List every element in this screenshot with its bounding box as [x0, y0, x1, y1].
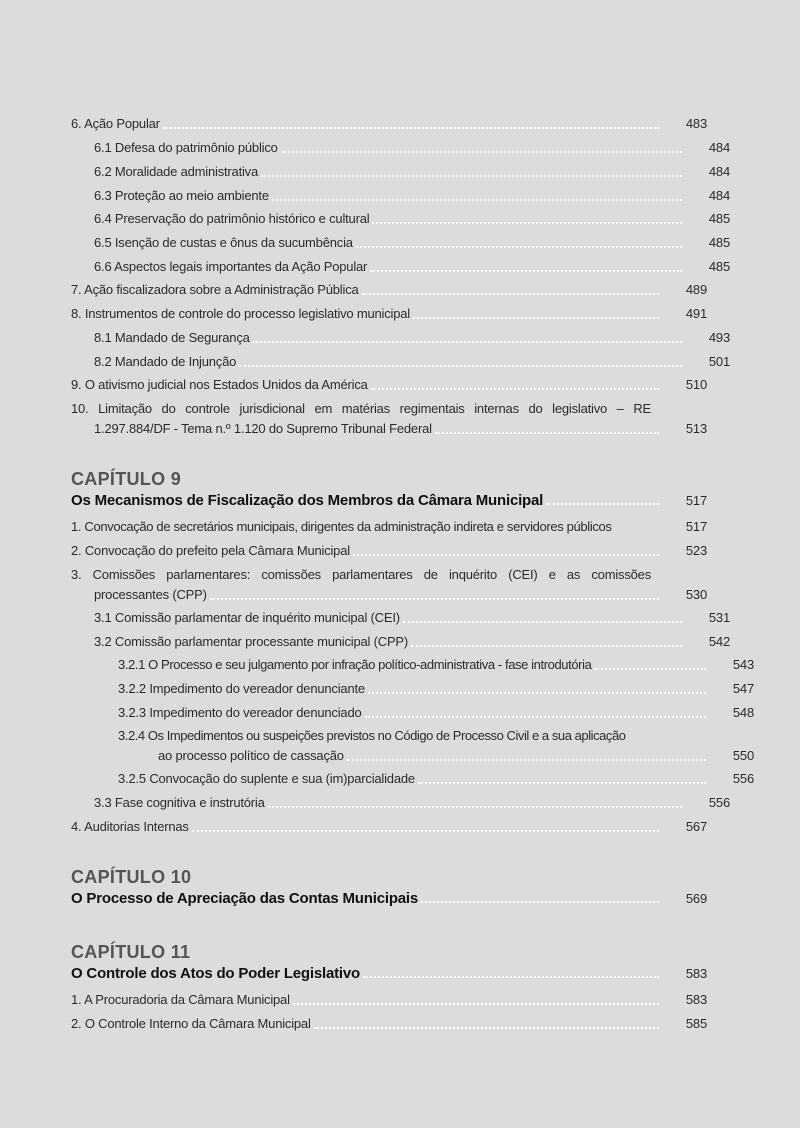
toc-entry[interactable]	[71, 116, 707, 132]
toc-entry[interactable]	[71, 992, 707, 1008]
entry-title: 6.3 Proteção ao meio ambiente	[94, 188, 269, 203]
chapter-label: CAPÍTULO 9	[71, 469, 182, 489]
toc-entry[interactable]	[71, 795, 730, 811]
leader-dots	[435, 432, 659, 434]
chapter-title-entry[interactable]	[71, 891, 707, 907]
leader-dots	[268, 806, 682, 808]
toc-entry[interactable]	[71, 519, 707, 535]
entry-title: 2. Convocação do prefeito pela Câmara Municipal	[71, 543, 350, 558]
entry-title: 8.2 Mandado de Injunção	[94, 354, 237, 369]
entry-page: 531	[708, 610, 730, 625]
entry-title: 3.3 Fase cognitiva e instrutória	[94, 795, 265, 810]
chapter-label: CAPÍTULO 11	[71, 942, 191, 962]
toc-entry[interactable]	[71, 306, 707, 322]
entry-title: 3.1 Comissão parlamentar de inquérito municipal (CEI)	[94, 610, 400, 625]
entry-title: 6.5 Isenção de custas e ônus da sucumbência	[94, 235, 353, 250]
toc-entry[interactable]	[71, 705, 754, 721]
entry-page: 485	[708, 259, 730, 274]
leader-dots	[403, 621, 682, 623]
toc-entry[interactable]	[71, 610, 730, 626]
entry-title: 6. Ação Popular	[71, 116, 160, 131]
entry-page: 583	[685, 992, 707, 1007]
toc-entry[interactable]	[71, 282, 707, 298]
entry-title: 8. Instrumentos de controle do processo legislativo municipal	[71, 306, 410, 321]
entry-page: 489	[685, 282, 707, 297]
entry-page: 548	[732, 705, 754, 720]
entry-page: 556	[708, 795, 730, 810]
leader-dots	[594, 668, 706, 670]
entry-title: 3.2.1 O Processo e seu julgamento por infração político-administrativa - fase introdutória	[118, 657, 592, 672]
entry-title: 6.6 Aspectos legais importantes da Ação Popular	[94, 259, 368, 274]
entry-title: 4. Auditorias Internas	[71, 819, 189, 834]
leader-dots	[293, 1003, 659, 1005]
entry-page: 567	[685, 819, 707, 834]
toc-entry[interactable]	[71, 235, 730, 251]
leader-dots	[421, 901, 659, 903]
toc-entry[interactable]	[71, 164, 730, 180]
toc-entry[interactable]	[71, 188, 730, 204]
entry-page: 569	[685, 891, 707, 906]
entry-title: 3. Comissões parlamentares: comissões parlamentares de inquérito (CEI) e as comissões	[71, 567, 651, 582]
leader-dots	[372, 222, 682, 224]
entry-title: 3.2.5 Convocação do suplente e sua (im)parcialidade	[118, 771, 415, 786]
leader-dots	[370, 270, 682, 272]
leader-dots	[347, 759, 706, 761]
entry-title-continued: processantes (CPP)	[94, 587, 207, 602]
chapter-title-entry[interactable]	[71, 493, 707, 509]
toc-entry[interactable]	[71, 401, 707, 437]
entry-title-continued: 1.297.884/DF - Tema n.º 1.120 do Supremo Tribunal Federal	[94, 421, 432, 436]
entry-title: 3.2.3 Impedimento do vereador denunciado	[118, 705, 362, 720]
entry-page: 491	[685, 306, 707, 321]
toc-entry[interactable]	[71, 140, 730, 156]
entry-page: 585	[685, 1016, 707, 1031]
toc-entry[interactable]	[71, 819, 707, 835]
leader-dots	[253, 341, 682, 343]
entry-page: 517	[685, 493, 707, 508]
entry-page: 513	[685, 421, 707, 436]
entry-title: 3.2.2 Impedimento do vereador denunciante	[118, 681, 365, 696]
leader-dots	[272, 199, 682, 201]
leader-dots	[362, 293, 659, 295]
entry-title: 3.2 Comissão parlamentar processante municipal (CPP)	[94, 634, 409, 649]
entry-page: 484	[708, 164, 730, 179]
entry-page: 510	[685, 377, 707, 392]
toc-entry[interactable]	[71, 259, 730, 275]
leader-dots	[281, 151, 682, 153]
entry-title: 2. O Controle Interno da Câmara Municipal	[71, 1016, 311, 1031]
toc-entry[interactable]	[71, 377, 707, 393]
toc-entry[interactable]	[71, 634, 730, 650]
entry-page: 556	[732, 771, 754, 786]
leader-dots	[371, 388, 659, 390]
leader-dots	[210, 598, 659, 600]
leader-dots	[314, 1027, 659, 1029]
entry-page: 550	[732, 748, 754, 763]
toc-entry[interactable]	[71, 354, 730, 370]
toc-entry[interactable]	[71, 211, 730, 227]
entry-page: 484	[708, 188, 730, 203]
chapter-title: O Controle dos Atos do Poder Legislativo	[71, 965, 360, 982]
entry-page: 543	[732, 657, 754, 672]
leader-dots	[365, 716, 706, 718]
entry-title: 3.2.4 Os Impedimentos ou suspeições previstos no Código de Processo Civil e a sua aplicação	[118, 728, 626, 743]
leader-dots	[261, 175, 682, 177]
chapter-title-entry[interactable]	[71, 966, 707, 982]
entry-page: 501	[708, 354, 730, 369]
entry-page: 530	[685, 587, 707, 602]
chapter-label: CAPÍTULO 10	[71, 867, 192, 887]
entry-title: 6.2 Moralidade administrativa	[94, 164, 259, 179]
entry-page: 547	[732, 681, 754, 696]
entry-page: 542	[708, 634, 730, 649]
entry-page: 484	[708, 140, 730, 155]
entry-page: 523	[685, 543, 707, 558]
entry-page: 517	[685, 519, 707, 534]
toc-entry[interactable]	[71, 543, 707, 559]
toc-entry[interactable]	[71, 330, 730, 346]
entry-title-continued: ao processo político de cassação	[158, 748, 344, 763]
toc-entry[interactable]	[71, 657, 754, 673]
entry-page: 583	[685, 966, 707, 981]
toc-entry[interactable]	[71, 681, 754, 697]
leader-dots	[413, 317, 659, 319]
leader-dots	[418, 782, 706, 784]
chapter-title: O Processo de Apreciação das Contas Municipais	[71, 890, 419, 907]
toc-entry[interactable]	[71, 567, 707, 603]
entry-title: 10. Limitação do controle jurisdicional em matérias regimentais internas do legislativo – RE	[71, 401, 651, 416]
leader-dots	[353, 554, 659, 556]
entry-page: 485	[708, 211, 730, 226]
leader-dots	[163, 127, 659, 129]
entry-page: 483	[685, 116, 707, 131]
entry-title: 8.1 Mandado de Segurança	[94, 330, 250, 345]
entry-page: 493	[708, 330, 730, 345]
entry-title: 9. O ativismo judicial nos Estados Unidos da América	[71, 377, 368, 392]
entry-title: 1. A Procuradoria da Câmara Municipal	[71, 992, 290, 1007]
toc-entry[interactable]	[71, 1016, 707, 1032]
chapter-title: Os Mecanismos de Fiscalização dos Membros da Câmara Municipal	[71, 492, 544, 509]
leader-dots	[239, 365, 682, 367]
entry-page: 485	[708, 235, 730, 250]
toc-entry[interactable]	[71, 771, 754, 787]
leader-dots	[363, 976, 659, 978]
leader-dots	[356, 246, 682, 248]
leader-dots	[546, 503, 659, 505]
leader-dots	[411, 645, 682, 647]
entry-title: 6.4 Preservação do patrimônio histórico e cultural	[94, 211, 370, 226]
entry-title: 1. Convocação de secretários municipais, dirigentes da administração indireta e servidores públicos	[71, 519, 612, 534]
leader-dots	[368, 692, 706, 694]
toc-entry[interactable]	[71, 728, 754, 764]
entry-title: 6.1 Defesa do patrimônio público	[94, 140, 278, 155]
leader-dots	[192, 830, 659, 832]
entry-title: 7. Ação fiscalizadora sobre a Administração Pública	[71, 282, 359, 297]
